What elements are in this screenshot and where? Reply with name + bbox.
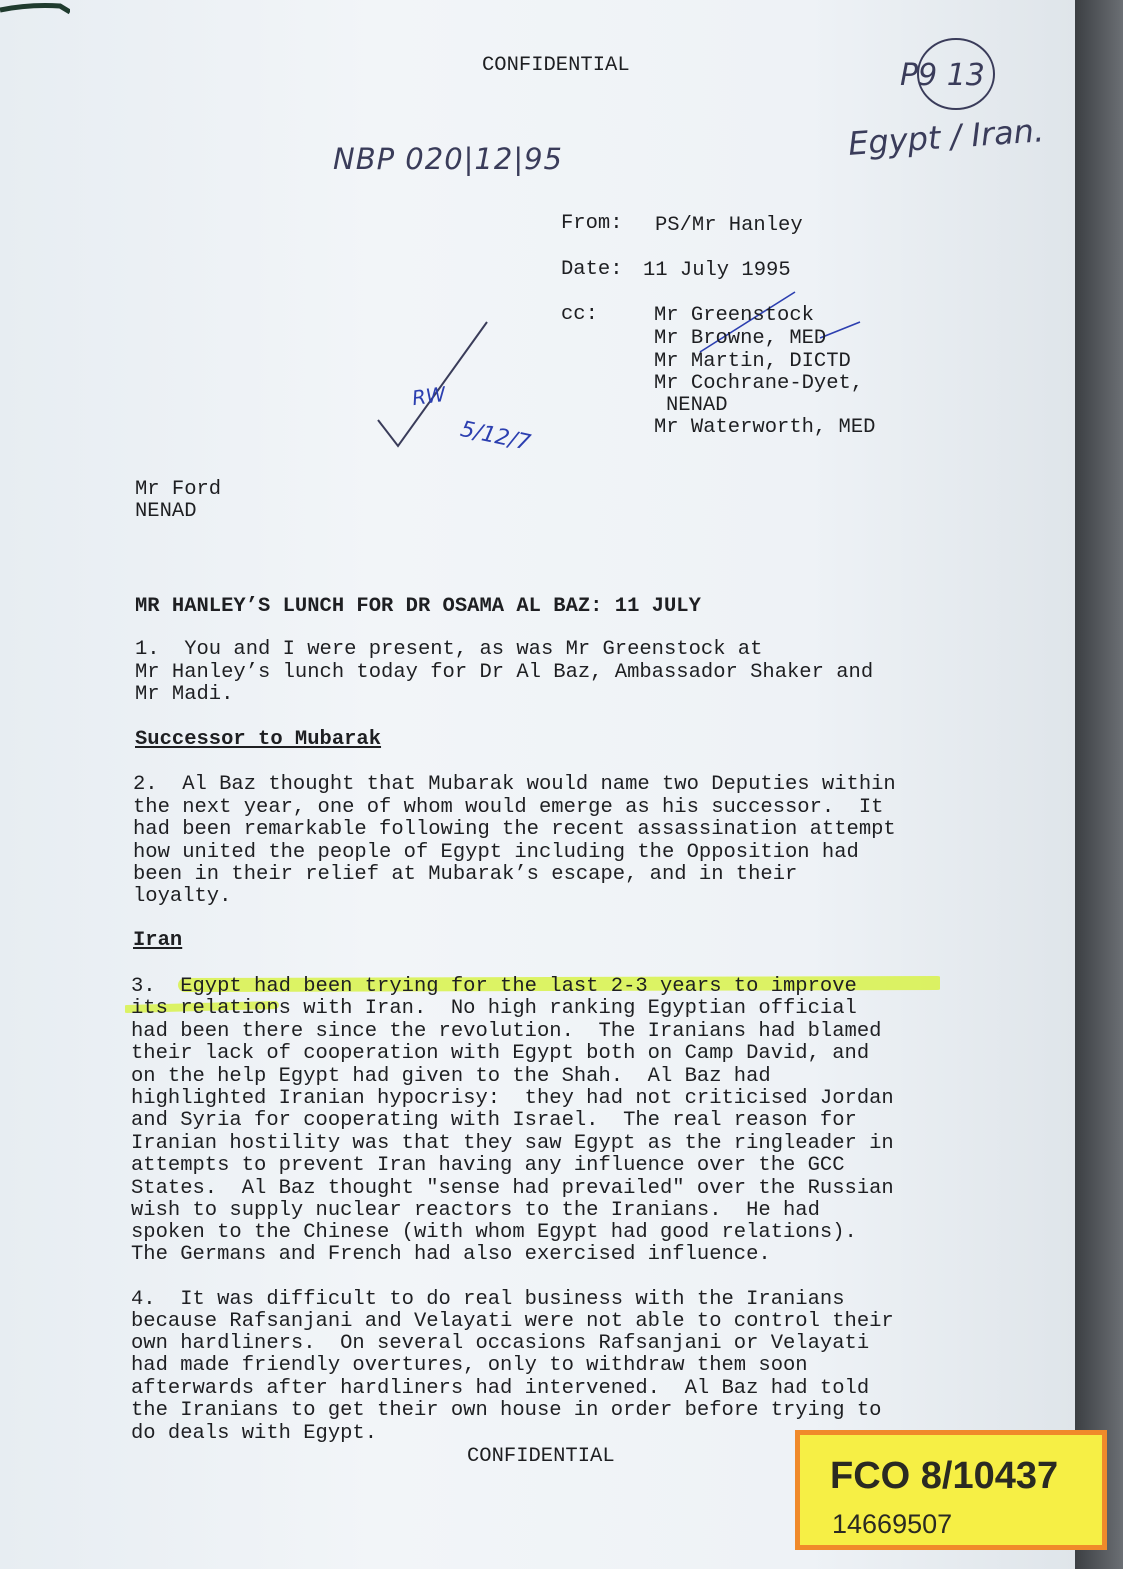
background-edge <box>1075 0 1123 1569</box>
paragraph-line: its relations with Iran. No high ranking Egyptian official <box>131 997 857 1020</box>
paragraph-line: Mr Madi. <box>135 683 234 706</box>
paragraph-line: had been remarkable following the recent assassination attempt <box>133 818 896 841</box>
classification-top: CONFIDENTIAL <box>482 54 630 77</box>
date-label: Date: <box>561 258 623 281</box>
handwritten-folio-number: P9 13 <box>900 58 985 93</box>
paragraph-line: 4. It was difficult to do real business with the Iranians <box>131 1288 845 1311</box>
paragraph-line: 2. Al Baz thought that Mubarak would name two Deputies within <box>133 773 896 796</box>
cc-entry: Mr Browne, MED <box>654 327 827 350</box>
cc-entry: Mr Greenstock <box>654 304 814 327</box>
paragraph-line: because Rafsanjani and Velayati were not able to control their <box>131 1310 894 1333</box>
from-label: From: <box>561 212 623 235</box>
handwritten-file-reference: NBP 020|12|95 <box>333 142 563 176</box>
paragraph-line: loyalty. <box>133 885 232 908</box>
paragraph-line: own hardliners. On several occasions Rafsanjani or Velayati <box>131 1332 870 1355</box>
date-value: 11 July 1995 <box>643 259 791 282</box>
handwritten-topic-note: Egypt / Iran. <box>846 111 1046 163</box>
paragraph-line: Iranian hostility was that they saw Egypt as the ringleader in <box>131 1132 894 1155</box>
archive-number: 14669507 <box>832 1509 953 1539</box>
addressee-line: NENAD <box>135 500 197 523</box>
paragraph-line: the next year, one of whom would emerge as his successor. It <box>133 796 884 819</box>
paragraph-line: 3. Egypt had been trying for the last 2-3 years to improve <box>131 975 857 998</box>
cc-entry: NENAD <box>666 394 728 417</box>
paragraph-line: on the help Egypt had given to the Shah. Al Baz had <box>131 1065 771 1088</box>
paragraph-line: been in their relief at Mubarak’s escape, and in their <box>133 863 798 886</box>
archive-reference: FCO 8/10437 <box>830 1455 1059 1497</box>
paragraph-line: attempts to prevent Iran having any influence over the GCC <box>131 1154 845 1177</box>
cc-entry: Mr Martin, DICTD <box>654 350 851 373</box>
handwritten-date-mark: 5/12/7 <box>458 416 533 457</box>
memo-title: MR HANLEY’S LUNCH FOR DR OSAMA AL BAZ: 11 JULY <box>135 595 701 618</box>
paragraph-line: 1. You and I were present, as was Mr Greenstock at <box>135 638 763 661</box>
cc-label: cc: <box>561 303 598 326</box>
cc-entry: Mr Waterworth, MED <box>654 416 876 439</box>
paragraph-line: and Syria for cooperating with Israel. The real reason for <box>131 1109 857 1132</box>
paragraph-line: the Iranians to get their own house in order before trying to <box>131 1399 882 1422</box>
section-heading: Iran <box>133 929 183 952</box>
paragraph-line: States. Al Baz thought "sense had prevailed" over the Russian <box>131 1177 894 1200</box>
treasury-tag-string <box>0 0 70 18</box>
archive-reference-label <box>795 1430 1107 1550</box>
paragraph-line: Mr Hanley’s lunch today for Dr Al Baz, Ambassador Shaker and <box>135 661 874 684</box>
section-heading: Successor to Mubarak <box>135 728 382 751</box>
paragraph-line: highlighted Iranian hypocrisy: they had not criticised Jordan <box>131 1087 894 1110</box>
paragraph-line: how united the people of Egypt including the Opposition had <box>133 841 859 864</box>
paragraph-line: had been there since the revolution. The Iranians had blamed <box>131 1020 882 1043</box>
from-value: PS/Mr Hanley <box>655 214 803 237</box>
paragraph-line: spoken to the Chinese (with whom Egypt had good relations). <box>131 1221 857 1244</box>
classification-bottom: CONFIDENTIAL <box>467 1445 615 1468</box>
paragraph-line: their lack of cooperation with Egypt both on Camp David, and <box>131 1042 870 1065</box>
paragraph-line: had made friendly overtures, only to withdraw them soon <box>131 1354 808 1377</box>
cc-entry: Mr Cochrane-Dyet, <box>654 372 864 395</box>
addressee-line: Mr Ford <box>135 478 222 501</box>
paragraph-line: The Germans and French had also exercised influence. <box>131 1243 771 1266</box>
paragraph-line: do deals with Egypt. <box>131 1422 378 1445</box>
paragraph-line: afterwards after hardliners had intervened. Al Baz had told <box>131 1377 870 1400</box>
handwritten-initials: RW <box>410 381 448 411</box>
paragraph-line: wish to supply nuclear reactors to the Iranians. He had <box>131 1199 820 1222</box>
